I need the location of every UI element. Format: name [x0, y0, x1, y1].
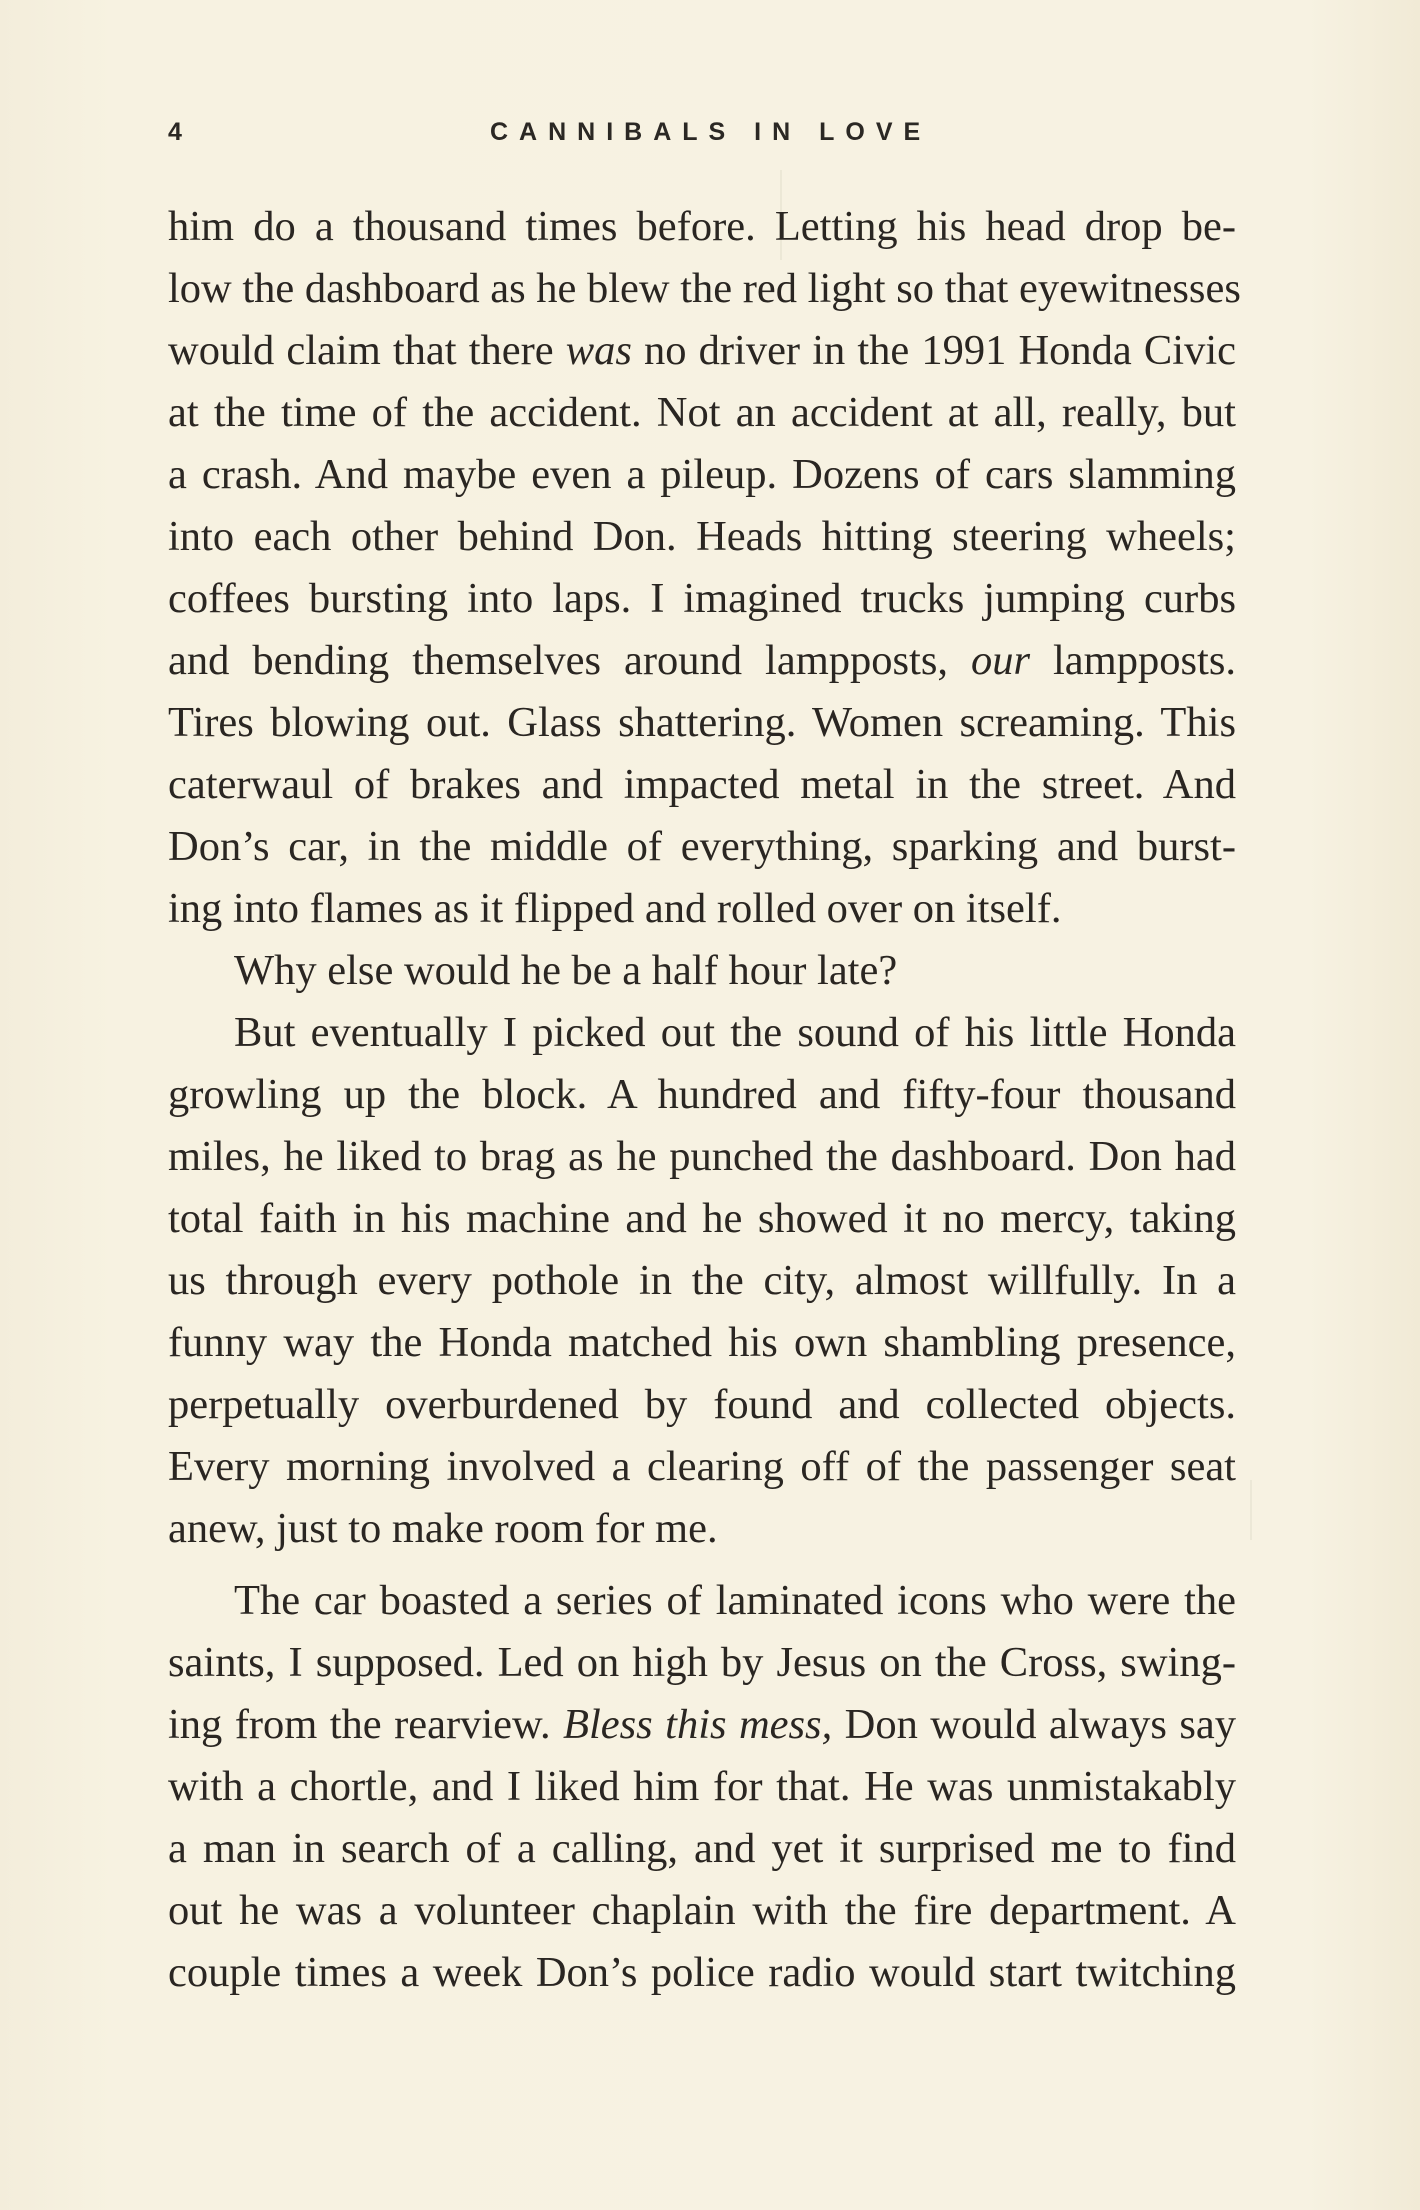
text-segment: no driver in the 1991 Honda Civic [631, 327, 1236, 374]
text-segment: perpetually overburdened by found and collected objects. [168, 1381, 1236, 1428]
text-segment: with a chortle, and I liked him for that. He was unmistakably [168, 1763, 1236, 1810]
text-segment: caterwaul of brakes and impacted metal in the street. And [168, 761, 1236, 808]
text-line [168, 1632, 1236, 1694]
text-line [168, 506, 1236, 568]
body-text [168, 196, 1241, 2004]
text-line [168, 1250, 1236, 1312]
scan-artifact [1250, 1480, 1252, 1540]
text-line [168, 1570, 1236, 1632]
text-segment: and bending themselves around lampposts, [168, 637, 971, 684]
text-segment: Don’s car, in the middle of everything, sparking and burst- [168, 823, 1236, 870]
text-segment: total faith in his machine and he showed it no mercy, taking [168, 1195, 1236, 1242]
italic-text: was [565, 327, 632, 374]
italic-text: our [970, 637, 1031, 684]
text-segment: couple times a week Don’s police radio would start twitching [168, 1949, 1236, 1996]
text-segment: saints, I supposed. Led on high by Jesus on the Cross, swing- [168, 1639, 1236, 1686]
page-number: 4 [168, 118, 183, 146]
text-segment: him do a thousand times before. Letting his head drop be- [168, 203, 1236, 250]
text-segment: ing from the rearview. [168, 1701, 564, 1748]
text-line [168, 382, 1236, 444]
text-segment: funny way the Honda matched his own shambling presence, [168, 1319, 1236, 1366]
text-line [168, 878, 1236, 940]
text-line [168, 258, 1241, 320]
text-line [168, 1312, 1236, 1374]
text-line [168, 1756, 1236, 1818]
text-segment: us through every pothole in the city, almost willfully. In a [168, 1257, 1236, 1304]
text-line [168, 1436, 1236, 1498]
text-segment: into each other behind Don. Heads hitting steering wheels; [168, 513, 1236, 560]
text-segment: out he was a volunteer chaplain with the fire department. A [168, 1887, 1236, 1934]
text-line [168, 1818, 1236, 1880]
paragraph-gap [168, 1560, 1236, 1570]
text-line [168, 568, 1236, 630]
text-line [168, 196, 1236, 258]
text-segment: low the dashboard as he blew the red light so that eyewitnesses [168, 265, 1241, 312]
text-segment: would claim that there [168, 327, 566, 374]
text-line [168, 1126, 1236, 1188]
text-line [168, 1942, 1236, 2004]
text-segment: Every morning involved a clearing off of the passenger seat [168, 1443, 1236, 1490]
italic-text: Bless this mess, [563, 1701, 833, 1748]
text-line [168, 630, 1236, 692]
text-line [168, 1188, 1236, 1250]
running-title: CANNIBALS IN LOVE [490, 118, 932, 146]
text-line [168, 444, 1236, 506]
text-line [168, 1880, 1236, 1942]
text-segment: a crash. And maybe even a pileup. Dozens of cars slamming [168, 451, 1236, 498]
text-line [168, 1002, 1236, 1064]
text-segment: miles, he liked to brag as he punched the dashboard. Don had [168, 1133, 1236, 1180]
running-header [168, 118, 1236, 158]
text-line [168, 816, 1236, 878]
text-segment: Tires blowing out. Glass shattering. Women screaming. This [168, 699, 1236, 746]
text-line [168, 1498, 1236, 1560]
text-line [168, 1694, 1236, 1756]
text-segment: But eventually I picked out the sound of his little Honda [234, 1009, 1236, 1056]
text-line [168, 940, 1236, 1002]
text-segment: The car boasted a series of laminated icons who were the [234, 1577, 1236, 1624]
text-segment: at the time of the accident. Not an accident at all, really, but [168, 389, 1236, 436]
text-segment: lampposts. [1030, 637, 1236, 684]
text-segment: anew, just to make room for me. [168, 1505, 718, 1552]
text-segment: Why else would he be a half hour late? [234, 947, 898, 994]
text-line [168, 1374, 1236, 1436]
text-segment: Don would always say [832, 1701, 1236, 1748]
text-segment: a man in search of a calling, and yet it surprised me to find [168, 1825, 1236, 1872]
text-segment: ing into flames as it flipped and rolled over on itself. [168, 885, 1062, 932]
text-line [168, 692, 1236, 754]
text-line [168, 754, 1236, 816]
text-line [168, 320, 1236, 382]
text-segment: growling up the block. A hundred and fifty-four thousand [168, 1071, 1236, 1118]
text-segment: coffees bursting into laps. I imagined trucks jumping curbs [168, 575, 1236, 622]
text-line [168, 1064, 1236, 1126]
